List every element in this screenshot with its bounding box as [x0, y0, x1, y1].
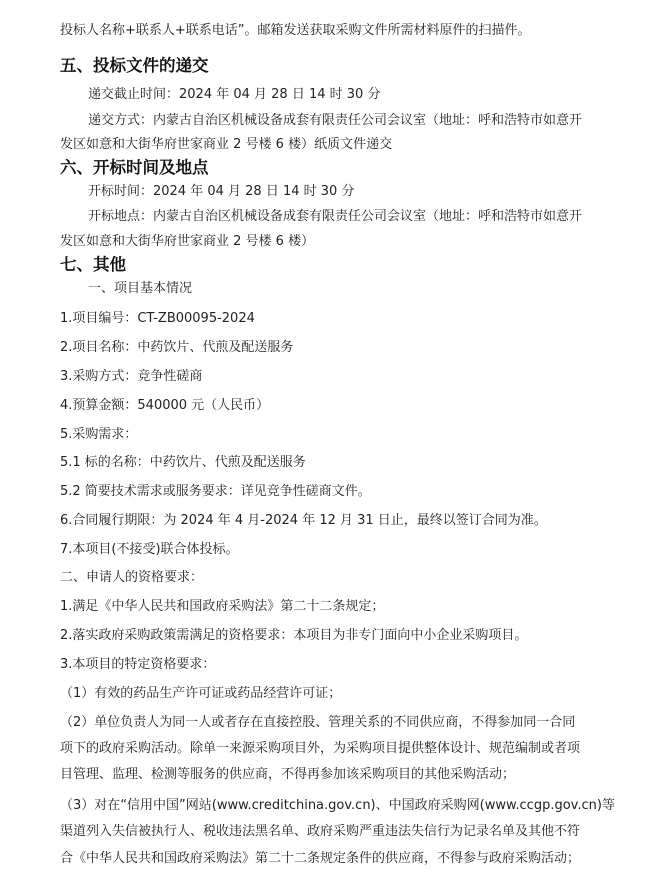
opening-place-line-1: 开标地点：内蒙古自治区机械设备成套有限责任公司会议室（地址：呼和浩特市如意开	[88, 209, 583, 224]
list-item: 2.项目名称：中药饮片、代煎及配送服务	[60, 340, 294, 355]
submission-method-line-2: 发区如意和大街华府世家商业 2 号楼 6 楼）纸质文件递交	[60, 137, 393, 152]
opening-place-line-2: 发区如意和大街华府世家商业 2 号楼 6 楼）	[60, 234, 315, 249]
requirement-3: 3.本项目的特定资格要求：	[60, 657, 216, 672]
requirement-3-2-line-2: 项下的政府采购活动。除单一来源采购项目外，为采购项目提供整体设计、规范编制或者项	[60, 741, 581, 756]
project-basic-info-title: 一、项目基本情况	[88, 281, 193, 296]
qualification-title: 二、申请人的资格要求：	[60, 570, 204, 585]
list-item: 5.1 标的名称：中药饮片、代煎及配送服务	[60, 455, 306, 470]
requirement-3-2-line-3: 目管理、监理、检测等服务的供应商，不得再参加该采购项目的其他采购活动；	[60, 767, 516, 782]
list-item: 1.项目编号：CT-ZB00095-2024	[60, 311, 255, 326]
requirement-3-3-line-2: 渠道列入失信被执行人、税收违法黑名单、政府采购严重违法失信行为记录名单及其他不符	[60, 824, 581, 839]
list-item: 4.预算金额：540000 元（人民币）	[60, 398, 270, 413]
requirement-3-3-line-3: 合《中华人民共和国政府采购法》第二十二条规定条件的供应商，不得参与政府采购活动；	[60, 851, 581, 866]
list-item: 5.2 简要技术需求或服务要求：详见竞争性磋商文件。	[60, 484, 371, 499]
submission-method-line-1: 递交方式：内蒙古自治区机械设备成套有限责任公司会议室（地址：呼和浩特市如意开	[88, 113, 583, 128]
list-item: 3.采购方式：竞争性磋商	[60, 369, 203, 384]
section-5-heading: 五、投标文件的递交	[60, 56, 209, 75]
submission-deadline: 递交截止时间：2024 年 04 月 28 日 14 时 30 分	[88, 87, 381, 102]
requirement-2: 2.落实政府采购政策需满足的资格要求：本项目为非专门面向中小企业采购项目。	[60, 628, 528, 643]
requirement-1: 1.满足《中华人民共和国政府采购法》第二十二条规定；	[60, 599, 385, 614]
list-item: 7.本项目(不接受)联合体投标。	[60, 542, 239, 557]
requirement-3-3-line-1: （3）对在“信用中国”网站(www.creditchina.gov.cn)、中国政府采购网(www.ccgp.gov.cn)等	[60, 798, 615, 813]
requirement-3-1: （1）有效的药品生产许可证或药品经营许可证；	[60, 686, 342, 701]
intro-tail-text: 投标人名称+联系人+联系电话”。邮箱发送获取采购文件所需材料原件的扫描件。	[60, 23, 531, 38]
list-item: 5.采购需求：	[60, 427, 138, 442]
requirement-3-2-line-1: （2）单位负责人为同一人或者存在直接控股、管理关系的不同供应商，不得参加同一合同	[60, 715, 576, 730]
section-7-heading: 七、其他	[60, 255, 126, 274]
list-item: 6.合同履行期限：为 2024 年 4 月-2024 年 12 月 31 日止，最终以签订合同为准。	[60, 513, 547, 528]
opening-time: 开标时间：2024 年 04 月 28 日 14 时 30 分	[88, 184, 355, 199]
section-6-heading: 六、开标时间及地点	[60, 158, 209, 177]
